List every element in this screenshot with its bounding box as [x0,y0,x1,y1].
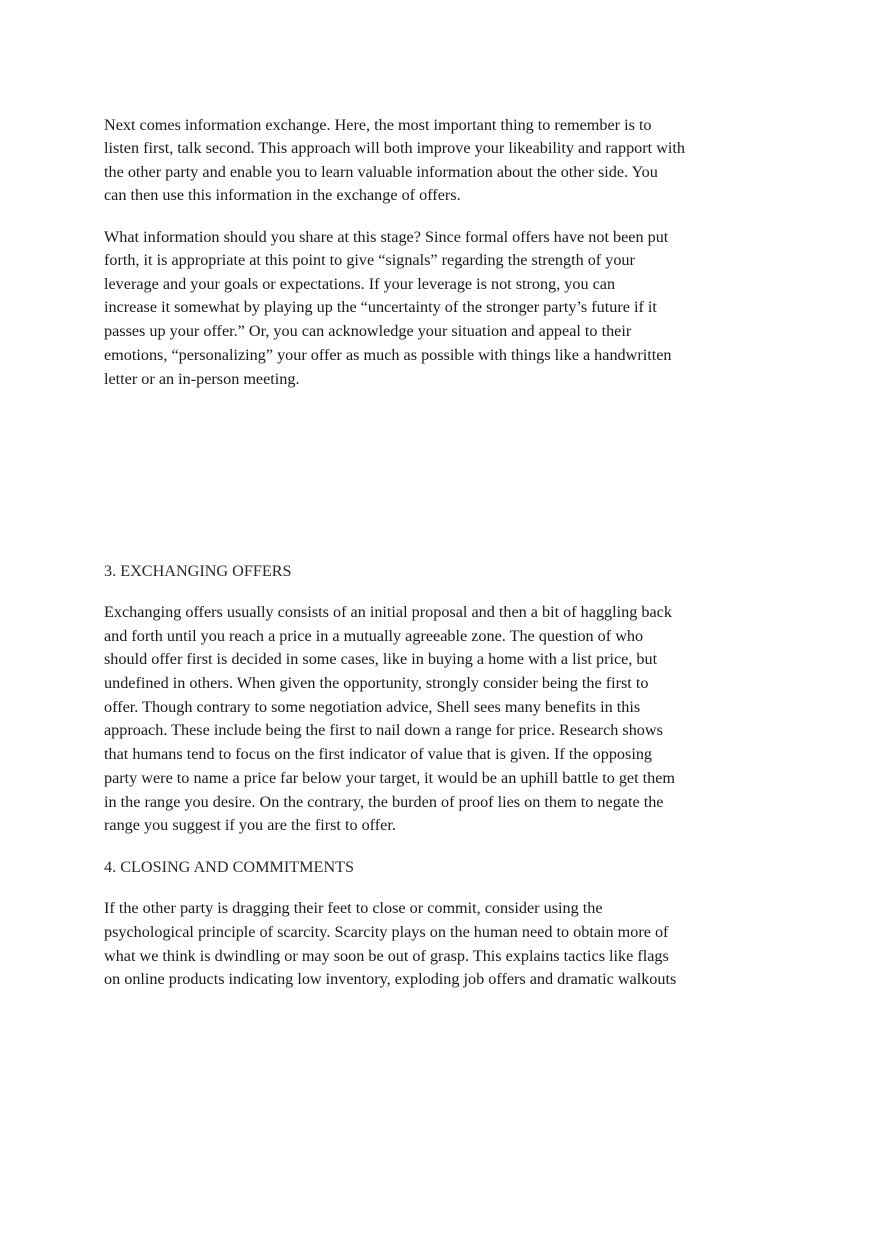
text-line: can then use this information in the exchange of offers. [104,186,461,204]
text-line: approach. These include being the first to nail down a range for price. Research shows [104,721,663,739]
text-line: leverage and your goals or expectations. If your leverage is not strong, you can [104,275,616,293]
text-line: undefined in others. When given the opportunity, strongly consider being the first to [104,674,649,692]
text-line: should offer first is decided in some cases, like in buying a home with a list price, but [104,650,658,668]
text-line: emotions, “personalizing” your offer as much as possible with things like a handwritten [104,346,672,364]
section-heading-exchanging-offers: 3. EXCHANGING OFFERS [104,562,292,580]
text-line: What information should you share at this stage? Since formal offers have not been put [104,228,669,246]
text-line: passes up your offer.” Or, you can acknowledge your situation and appeal to their [104,322,632,340]
text-line: increase it somewhat by playing up the “uncertainty of the stronger party’s future if it [104,298,657,316]
text-line: what we think is dwindling or may soon be out of grasp. This explains tactics like flags [104,947,669,965]
text-line: on online products indicating low inventory, exploding job offers and dramatic walkouts [104,970,677,988]
text-line: letter or an in-person meeting. [104,370,300,388]
text-line: forth, it is appropriate at this point to give “signals” regarding the strength of your [104,251,635,269]
text-line: and forth until you reach a price in a mutually agreeable zone. The question of who [104,627,644,645]
text-line: range you suggest if you are the first to offer. [104,816,396,834]
text-line: in the range you desire. On the contrary, the burden of proof lies on them to negate the [104,793,664,811]
text-line: offer. Though contrary to some negotiation advice, Shell sees many benefits in this [104,698,641,716]
text-line: If the other party is dragging their feet to close or commit, consider using the [104,899,603,917]
text-line: party were to name a price far below your target, it would be an uphill battle to get them [104,769,676,787]
text-line: Exchanging offers usually consists of an initial proposal and then a bit of haggling back [104,603,672,621]
text-line: that humans tend to focus on the first indicator of value that is given. If the opposing [104,745,653,763]
text-line: the other party and enable you to learn valuable information about the other side. You [104,163,658,181]
text-line: listen first, talk second. This approach will both improve your likeability and rapport with [104,139,685,157]
text-line: Next comes information exchange. Here, the most important thing to remember is to [104,116,652,134]
section-heading-closing-commitments: 4. CLOSING AND COMMITMENTS [104,858,355,876]
text-line: psychological principle of scarcity. Scarcity plays on the human need to obtain more of [104,923,669,941]
